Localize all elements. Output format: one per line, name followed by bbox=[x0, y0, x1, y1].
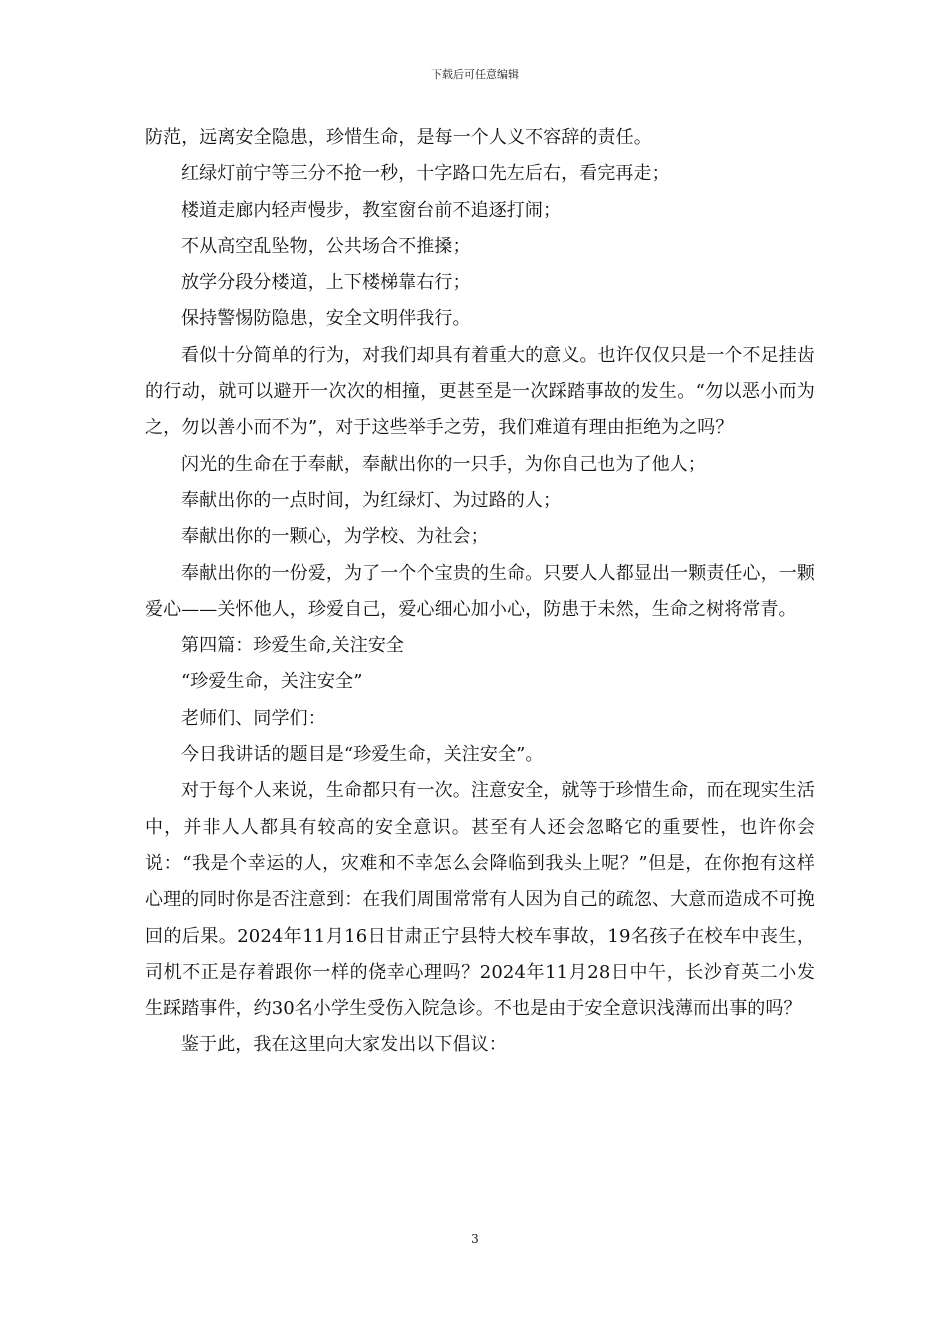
paragraph: 鉴于此，我在这里向大家发出以下倡议： bbox=[181, 1034, 507, 1056]
paragraph: 红绿灯前宁等三分不抢一秒，十字路口先左后右，看完再走； bbox=[181, 163, 670, 185]
paragraph: 不从高空乱坠物，公共场合不推搡； bbox=[181, 235, 471, 257]
paragraph: 对于每个人来说，生命都只有一次。注意安全，就等于珍惜生命，而在现实生活中，并非人人都具有较高的安全意识。甚至有人还会忽略它的重要性，也许你会说：“我是个幸运的人，灾难和不幸怎么会降临到我头上呢？”但是，在你抱有这样心理的同时你是否注意到：在我们周围常常有人因为自己的疏忽、大意而造成不可挽回的后果。2024年11月16日甘肃正宁县特大校车事故，19名孩子在校车中丧生，司机不正是存着跟你一样的侥幸心理吗？2024年11月28日中午，长沙育英二小发生踩踏事件，约30名小学生受伤入院急诊。不也是由于安全意识浅薄而出事的吗？ bbox=[145, 780, 815, 1020]
document-body bbox=[145, 120, 815, 1064]
speech-title: “珍爱生命，关注安全” bbox=[181, 671, 363, 693]
paragraph: 放学分段分楼道，上下楼梯靠右行； bbox=[181, 272, 471, 294]
page-header: 下载后可任意编辑 bbox=[431, 68, 519, 81]
page-number: 3 bbox=[471, 1232, 479, 1246]
paragraph: 楼道走廊内轻声慢步，教室窗台前不追逐打闹； bbox=[181, 199, 562, 221]
section-heading: 第四篇：珍爱生命,关注安全 bbox=[181, 635, 405, 657]
paragraph: 奉献出你的一份爱，为了一个个宝贵的生命。只要人人都显出一颗责任心，一颗爱心——关怀他人，珍爱自己，爱心细心加小心，防患于未然，生命之树将常青。 bbox=[145, 562, 815, 620]
paragraph: 防范，远离安全隐患，珍惜生命，是每一个人义不容辞的责任。 bbox=[145, 127, 652, 148]
paragraph: 奉献出你的一颗心，为学校、为社会； bbox=[181, 526, 489, 548]
paragraph: 看似十分简单的行为，对我们却具有着重大的意义。也许仅仅只是一个不足挂齿的行动，就可以避开一次次的相撞，更甚至是一次踩踏事故的发生。“勿以恶小而为之，勿以善小而不为”，对于这些举手之劳，我们难道有理由拒绝为之吗？ bbox=[145, 344, 815, 439]
salutation: 老师们、同学们： bbox=[181, 707, 326, 729]
paragraph: 今日我讲话的题目是“珍爱生命，关注安全”。 bbox=[181, 744, 544, 766]
paragraph: 保持警惕防隐患，安全文明伴我行。 bbox=[181, 308, 471, 330]
paragraph: 闪光的生命在于奉献，奉献出你的一只手，为你自己也为了他人； bbox=[181, 453, 706, 475]
paragraph: 奉献出你的一点时间，为红绿灯、为过路的人； bbox=[181, 489, 562, 511]
